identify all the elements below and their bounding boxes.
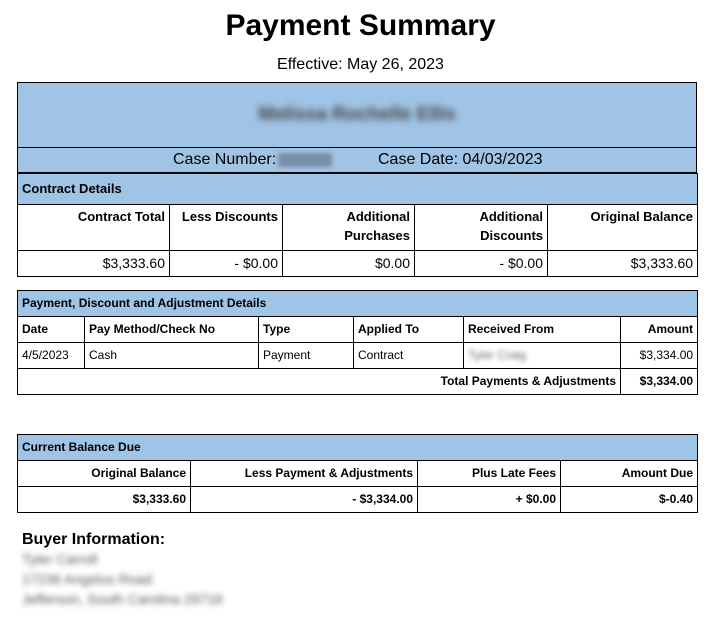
customer-name: Melissa Rochelle Ellis <box>258 104 456 125</box>
contract-header-discounts: Less Discounts <box>170 205 283 251</box>
buyer-line-street: 17236 Angelus Road <box>22 571 152 587</box>
bal-header-original: Original Balance <box>18 461 191 487</box>
contract-value-add-discounts: - $0.00 <box>415 251 548 277</box>
pay-header-amount: Amount <box>621 317 698 343</box>
contract-header-add-purchases: Additional Purchases <box>283 205 415 251</box>
pay-row-method: Cash <box>85 343 259 369</box>
case-number-redacted <box>278 153 332 167</box>
pay-row-type: Payment <box>259 343 354 369</box>
page-title: Payment Summary <box>225 9 496 42</box>
buyer-line-name: Tyler Carroll <box>22 551 98 567</box>
pay-row-received-from <box>464 343 621 369</box>
balance-due-title: Current Balance Due <box>18 435 698 461</box>
contract-header-original-balance: Original Balance <box>548 205 698 251</box>
payment-details-table <box>17 290 698 395</box>
contract-value-original-balance: $3,333.60 <box>548 251 698 277</box>
buyer-info-title: Buyer Information: <box>22 531 166 548</box>
bal-value-less-payment: - $3,334.00 <box>191 487 418 513</box>
pay-header-type: Type <box>259 317 354 343</box>
pay-row-applied-to: Contract <box>354 343 464 369</box>
customer-name-band <box>18 83 696 148</box>
balance-due-table <box>17 434 698 513</box>
received-from-blurred: Tyler Craig <box>468 348 527 362</box>
bal-value-late-fees: + $0.00 <box>418 487 561 513</box>
bal-header-less-payment: Less Payment & Adjustments <box>191 461 418 487</box>
effective-date: Effective: May 26, 2023 <box>277 56 444 73</box>
bal-value-amount-due: $-0.40 <box>561 487 698 513</box>
table-row <box>18 343 698 369</box>
bal-header-amount-due: Amount Due <box>561 461 698 487</box>
contract-header-total: Contract Total <box>18 205 170 251</box>
case-info-band <box>18 148 696 173</box>
contract-header-add-discounts: Additional Discounts <box>415 205 548 251</box>
buyer-line-city: Jefferson, South Carolina 29718 <box>22 591 223 607</box>
total-payments-value: $3,334.00 <box>621 369 698 395</box>
contract-value-total: $3,333.60 <box>18 251 170 277</box>
pay-header-date: Date <box>18 317 85 343</box>
case-number-label: Case Number: <box>173 151 277 168</box>
contract-details-title: Contract Details <box>18 174 698 205</box>
pay-row-date: 4/5/2023 <box>18 343 85 369</box>
total-payments-label: Total Payments & Adjustments <box>18 369 621 395</box>
pay-header-received-from: Received From <box>464 317 621 343</box>
pay-row-amount: $3,334.00 <box>621 343 698 369</box>
contract-value-add-purchases: $0.00 <box>283 251 415 277</box>
pay-header-method: Pay Method/Check No <box>85 317 259 343</box>
pay-header-applied-to: Applied To <box>354 317 464 343</box>
contract-value-discounts: - $0.00 <box>170 251 283 277</box>
bal-value-original: $3,333.60 <box>18 487 191 513</box>
contract-details-table <box>17 173 698 277</box>
bal-header-late-fees: Plus Late Fees <box>418 461 561 487</box>
case-date: Case Date: 04/03/2023 <box>378 151 543 168</box>
case-number <box>173 148 332 172</box>
payment-details-title: Payment, Discount and Adjustment Details <box>18 291 698 317</box>
